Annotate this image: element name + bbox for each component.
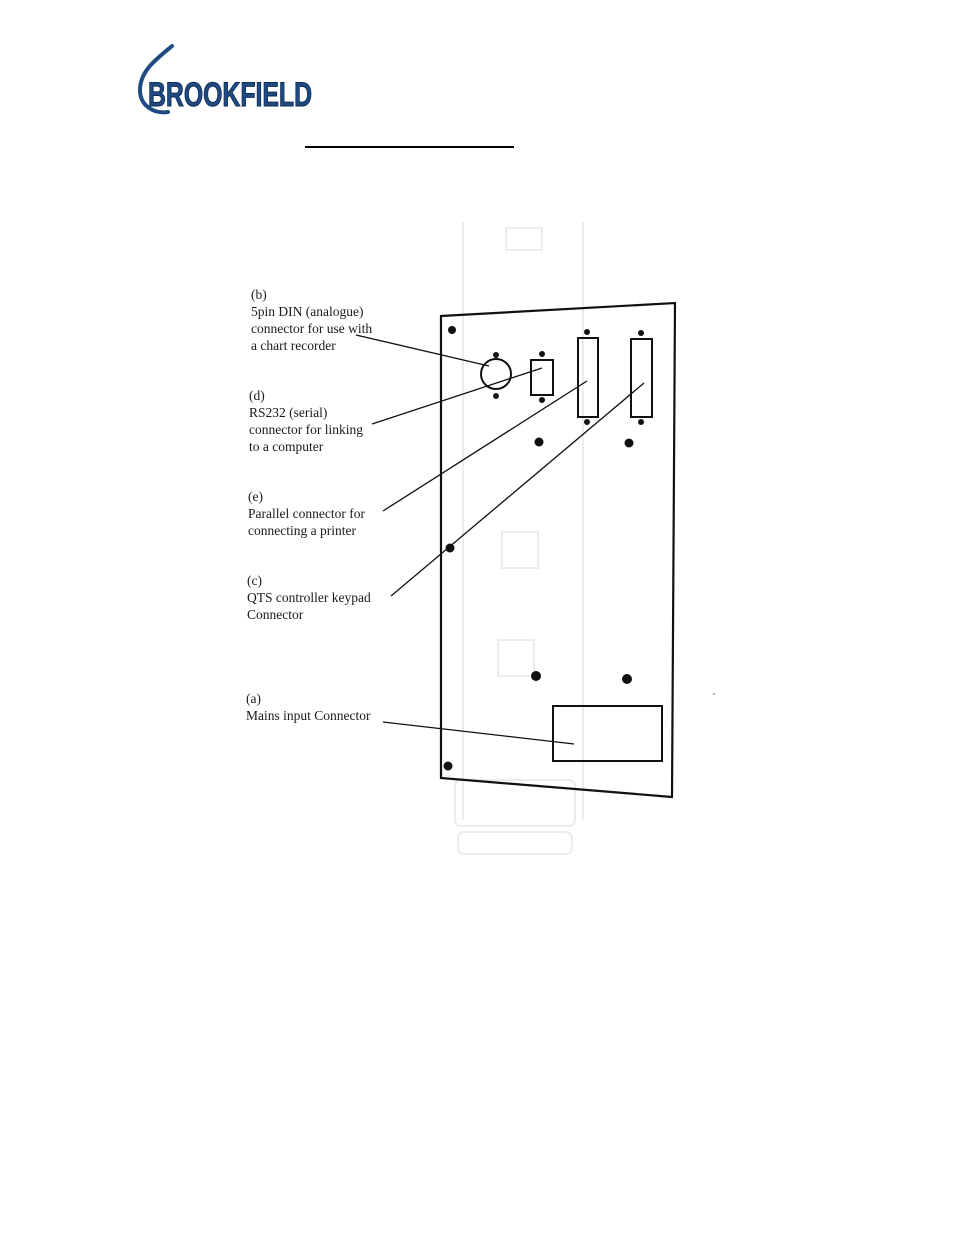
- keypad-connector: [631, 330, 652, 425]
- leader-line-e: [383, 381, 587, 511]
- callout-e-line: Parallel connector for: [248, 506, 365, 521]
- callout-a-line: Mains input Connector: [246, 708, 371, 723]
- callout-b-line: a chart recorder: [251, 338, 336, 353]
- speck: [713, 693, 715, 695]
- callout-d-line: to a computer: [249, 439, 324, 454]
- callout-d-line: connector for linking: [249, 422, 363, 437]
- callout-c-letter: (c): [247, 573, 262, 588]
- screw-icon: [448, 326, 456, 334]
- callout-c: [247, 572, 371, 623]
- din-connector: [481, 352, 511, 399]
- leader-line-d: [372, 368, 542, 424]
- callout-b-line: connector for use with: [251, 321, 373, 336]
- callout-e-line: connecting a printer: [248, 523, 356, 538]
- callout-e-letter: (e): [248, 489, 263, 504]
- callout-c-line: QTS controller keypad: [247, 590, 371, 605]
- callout-b: [251, 286, 372, 354]
- callout-e: [248, 488, 365, 539]
- parallel-connector: [578, 329, 598, 425]
- callout-b-line: 5pin DIN (analogue): [251, 304, 364, 319]
- callout-d-letter: (d): [249, 388, 265, 403]
- callout-b-letter: (b): [251, 287, 267, 302]
- callout-d-line: RS232 (serial): [249, 405, 328, 420]
- leader-line-b: [356, 335, 489, 366]
- screw-icon: [446, 544, 455, 553]
- callout-a-letter: (a): [246, 691, 261, 706]
- screw-icon: [625, 439, 634, 448]
- callout-a: [246, 690, 371, 724]
- ghost-show-through: [455, 222, 583, 854]
- screw-icon: [531, 671, 541, 681]
- callout-c-line: Connector: [247, 607, 304, 622]
- rear-panel-outline: [441, 303, 675, 797]
- rs232-connector: [531, 351, 553, 403]
- leader-line-a: [383, 722, 574, 744]
- screw-icon: [622, 674, 632, 684]
- leader-lines: [356, 335, 644, 744]
- screw-icon: [535, 438, 544, 447]
- logo-wordmark: BROOKFIELD: [148, 76, 312, 114]
- callout-d: [249, 387, 363, 455]
- screw-icon: [444, 762, 453, 771]
- mains-connector: [553, 706, 662, 761]
- leader-line-c: [391, 383, 644, 596]
